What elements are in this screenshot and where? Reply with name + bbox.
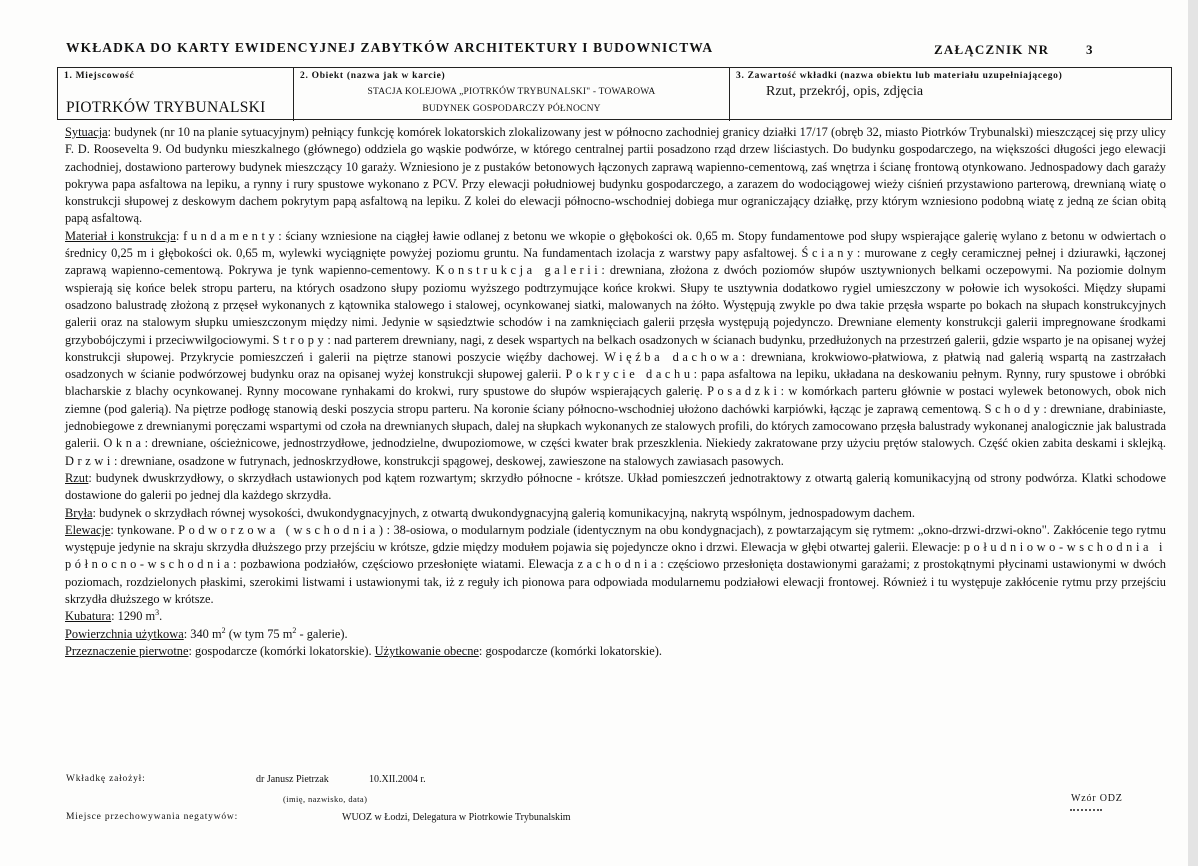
founder-label: Wkładkę założył: (66, 774, 146, 784)
label-zachodnia: zachodnia (577, 557, 661, 572)
founder-date: 10.XII.2004 r. (369, 774, 426, 785)
text-konstrukcja: : drewniana, złożona z dwóch poziomów słupów usztywnionych belkami oczepowymi. Na poziomie dolnym wspierają się końce belek stropu parteru, na których osadzono słupy poziomu wyższego podtrzymujące końce krokwi. Słupy te usztywnia dodatkowo rygiel umieszczony w połowie ich wysokości. Między słupami osadzono balustradę złożoną z przęseł wykonanych z kątownika stalowego i stalowej, ocynkowanej siatki, malowanych na żółto. Występują zwykle po dwa takie przęsła wsparte po bokach na słupach konstrukcyjnych galerii oraz na stalowym słupku umieszczonym między nimi. Jedynie w sąsiedztwie schodów i na zamknięciach galerii przęsła występują pojedynczo. Drewniane elementy konstrukcji galerii impregnowane środkami grzybobójczymi i przeciwwilgociowymi. (65, 263, 1166, 347)
sup-kubatura: 3 (155, 608, 160, 618)
object-value (294, 84, 729, 118)
text-kubatura: : 1290 m (111, 609, 156, 624)
form-code-mark (1070, 809, 1102, 812)
heading-uzytkowanie: Użytkowanie obecne (374, 643, 479, 658)
sup-powierzchnia-1: 2 (221, 625, 226, 635)
text-powierzchnia-3: - galerie). (296, 626, 348, 641)
text-elewacje: : tynkowane. (110, 522, 175, 537)
text-uzytkowanie: : gospodarcze (komórki lokatorskie). (478, 643, 662, 658)
object-line-1: STACJA KOLEJOWA „PIOTRKÓW TRYBUNALSKI" - TOWAROWA (367, 87, 656, 97)
object-field (294, 68, 730, 121)
text-powierzchnia-2: (w tym 75 m (225, 626, 293, 641)
text-poludniowo-wschodnia: : pozbawiona podziałów, częściowo przesłonięte wiatami. Elewacja (233, 557, 574, 572)
sup-powierzchnia-2: 2 (292, 625, 297, 635)
scan-edge (1188, 0, 1198, 866)
form-code: Wzór ODZ (1071, 793, 1123, 804)
label-okna: Okna (103, 436, 145, 451)
label-pokrycie: Pokrycie dachu (565, 367, 694, 382)
negatives-label: Miejsce przechowywania negatywów: (66, 812, 239, 822)
text-sciany: : murowane z cegły ceramicznej pełnej i dziurawki, łączonej zaprawą wapienno-cementową. Pokrywa je tynk wapienno-cementowy. (65, 246, 1167, 278)
text-drzwi: : drewniane, osadzone w futrynach, jednoskrzydłowe, konstrukcji spągowej, deskowej, zawieszone na stalowych zawiasach pasowych. (113, 453, 784, 468)
paragraph-kubatura: Kubatura: 1290 $m^3$. (65, 608, 163, 624)
heading-przeznaczenie: Przeznaczenie pierwotne (65, 643, 189, 658)
object-line-2: BUDYNEK GOSPODARCZY PÓŁNOCNY (422, 104, 601, 114)
heading-elewacje: Elewacje (65, 522, 111, 537)
text-rzut: : budynek dwuskrzydłowy, o skrzydłach ustawionych pod kątem rozwartym; skrzydło północne - krótsze. Układ pomieszczeń jednotraktowy z otwartą galerią komunikacyjną od strony podwórza. Klatki schodowe dostawione do galerii po jednej dla każdego skrzydła. (65, 470, 1166, 503)
text-pokrycie: : papa asfaltowa na lepiku, układana na deskowaniu pełnym. Rynny, rury spustowe i obróbki blacharskie z blachy ocynkowanej. Rynny mocowane rynhakami do krokwi, rury spustowe do słupów wspierających galerię. (65, 367, 1166, 399)
header-fields-table (57, 67, 1172, 120)
text-przeznaczenie: : gospodarcze (komórki lokatorskie). (188, 643, 372, 658)
label-fundamenty: fundamenty (183, 228, 279, 243)
content-value: Rzut, przekrój, opis, zdjęcia (766, 84, 924, 99)
place-label: 1. Miejscowość (64, 71, 135, 81)
text-powierzchnia-1: : 340 m (183, 626, 222, 641)
text-stropy: : nad parterem drewniany, nagi, z desek wspartych na belkach osadzonych w ścianach budynku, przedłużonych na przestrzeń galerii, gdzie wsparto je na opisanej wyżej konstrukcji słupowej. Przykrycie pomieszczeń i galerii na piętrze stanowi poszycie więźby dachowej. (65, 332, 1166, 364)
label-sciany: Ściany (801, 246, 857, 261)
annex-label: ZAŁĄCZNIK NR (934, 42, 1050, 57)
negatives-value: WUOZ w Łodzi, Delegatura w Piotrkowie Trybunalskim (342, 812, 571, 823)
heading-powierzchnia: Powierzchnia użytkowa (65, 626, 184, 641)
label-poludniowo-wschodnia: południowo-wschodnia i północno-wschodnia (65, 540, 1166, 572)
paragraph-bryla (65, 505, 1166, 522)
annex-number: 3 (1086, 42, 1093, 57)
heading-rzut: Rzut (65, 470, 89, 485)
text-schody: : drewniane, drabiniaste, jednobiegowe z drewnianymi poręczami wspartymi od czoła na drewnianych słupach, dalej na słupkach wykonanych ze stalowych profili, do których zamocowano przęsła balustrady wykonanej analogicznie jak balustrada galerii. (65, 401, 1166, 451)
place-value: PIOTRKÓW TRYBUNALSKI (66, 99, 266, 116)
label-wiezba: Więźba dachowa (604, 349, 742, 364)
heading-material: Materiał i konstrukcja (65, 228, 176, 243)
text-bryla: : budynek o skrzydłach równej wysokości, dwukondygnacyjnych, z otwartą dwukondygnacyjną galerią komunikacyjną, nakrytą wspólnym, jednospadowym dachem. (92, 505, 915, 520)
content-field (730, 68, 1171, 121)
text-sytuacja: : budynek (nr 10 na planie sytuacyjnym) pełniący funkcję komórek lokatorskich zlokalizowany jest w północno zachodniej granicy działki 17/17 (obręb 32, miasto Piotrków Trybunalski) mieszczącej się przy ulicy F. D. Roosevelta 9. Od budynku mieszkalnego (głównego) oddziela go wąskie podwórze, w którego centralnej partii posadzono rząd drzew liściastych. Do budynku gospodarczego, na większości długości jego elewacji zachodniej, dostawiono parterowy budynek mieszczący 10 garaży. Wzniesiono je z pustaków betonowych łączonych zaprawą wapienno-cementową, zaś wnętrza i ścianę frontową otynkowano. Jednospadowy dach garaży pokrywa papa asfaltowa na lepiku, a rynny i rury spustowe wykonano z PCV. Przy elewacji południowej budynku gospodarczego, a zarazem do wodociągowej wieży ciśnień przystawiono parterową, drewnianą wiatę o konstrukcji słupowej z deskowym dachem pokrytym papą asfaltową na lepiku. Z kolei do elewacji północno-wschodniej dobiega mur ograniczający działkę, przy którym wzniesiono podobną wiatę z jedną ze ścian obitą papą asfaltową. (65, 125, 1166, 226)
heading-kubatura: Kubatura (65, 609, 112, 624)
text-podworzowa: : 38-osiowa, o modularnym podziale (identycznym na obu kondygnacjach), z powtarzającym się rytmem: „okno-drzwi-drzwi-okno". Zakłócenie tego rytmu występuje jedynie na skraju skrzydła dłuższego przy przejściu w krótsze, gdzie między modułem pojawia się pojedyncze okno i drzwi. Elewacja w głębi otwartej galerii. Elewacje: (65, 522, 1166, 555)
heading-sytuacja: Sytuacja (65, 125, 108, 139)
label-posadzki: Posadzki (707, 384, 781, 399)
founder-hint: (imię, nazwisko, data) (283, 794, 368, 804)
paragraph-sytuacja (65, 124, 1166, 228)
paragraph-powierzchnia (65, 626, 1166, 643)
founder-name: dr Janusz Pietrzak (256, 774, 329, 785)
place-field (58, 68, 294, 121)
text-fundamenty: : ściany wzniesione na ciągłej ławie odlanej z betonu we wkopie o głębokości ok. 0,65 m. Stopy fundamentowe pod słupy wspierające galerię wylano z betonu w odwiertach o średnicy 0,25 m i głębokości ok. 0,65 m, wylewki wyciągnięte powyżej poziomu gruntu. Na fundamentach izolacja z warstwy papy asfaltowej. (65, 228, 1166, 261)
paragraph-rzut (65, 470, 1166, 505)
object-label: 2. Obiekt (nazwa jak w karcie) (300, 71, 446, 81)
text-posadzki: : w komórkach parteru głównie w postaci wylewek betonowych, obok nich ziemne (pod galerią). Na piętrze podłogę stanowią deski poszycia stropu parteru. Na koronie ściany północno-wschodniej ułożono dachówki karpiówki, łącząc je zaprawą cementową. (65, 384, 1166, 416)
label-konstrukcja: Konstrukcja galerii (435, 263, 602, 278)
label-drzwi: Drzwi (65, 453, 114, 468)
heading-bryla: Bryła (65, 505, 93, 520)
label-stropy: Stropy (272, 332, 328, 347)
label-schody: Schody (984, 401, 1044, 416)
document-title: WKŁADKA DO KARTY EWIDENCYJNEJ ZABYTKÓW ARCHITEKTURY I BUDOWNICTWA (66, 40, 714, 55)
text-okna: : drewniane, ościeżnicowe, jednostrzydłowe, jednodzielne, dwupoziomowe, w części kwater brak przeszklenia. Niekiedy zakratowane przy użyciu prętów stalowych. Część okien zabita deskami i sklejką. (144, 436, 1166, 451)
paragraph-elewacje (65, 522, 1166, 608)
text-zachodnia: : częściowo przesłonięta dostawionymi garażami; z prostokątnymi płycinami ustawionymi w dwóch poziomach, rozdzielonych płaskimi, szerokimi listwami i ustawionymi tak, iż z reguły ich pionowa para odpowiada modularnemu podziałowi elewacji frontowej. Również i tu występuje zakłócenie rytmu przy przejściu skrzydła dłuższego w krótsze. (65, 557, 1166, 607)
label-podworzowa: Podworzowa (wschodnia) (178, 522, 387, 537)
paragraph-material: Materiał i konstrukcja: fundamenty: ściany wzniesione na ciągłej ławie odlanej z betonu we wkopie o głębokości ok. 0,65 m. Stopy fundamentowe pod słupy wspierające galerię wylano z betonu w odwiertach o średnicy 0,25 m i głębokości ok. 0,65 m, wylewki wyciągnięte powyżej poziomu gruntu. Na fundamentach izolacja z warstwy papy asfaltowej. Ściany: murowane z cegły ceramicznej pełnej i dziurawki, łączonej zaprawą wapienno-cementową. Pokrywa je tynk wapienno-cementowy. Konstrukcja galerii: drewniana, złożona z dwóch poziomów słupów usztywnionych belkami oczepowymi. Na poziomie dolnym wspierają się końce belek stropu parteru, na których osadzono słupy poziomu wyższego podtrzymujące końce krokwi. Słupy te usztywnia dodatkowo rygiel umieszczony w połowie ich wysokości. Między słupami osadzono balustradę złożoną z przęseł wykonanych z kątownika stalowego i stalowej, ocynkowanej siatki, malowanych na żółto. Występują zwykle po dwa takie przęsła wsparte po bokach na słupach konstrukcyjnych galerii oraz na stalowym słupku umieszczonym między nimi. Jedynie w sąsiedztwie schodów i na zamknięciach galerii przęsła występują pojedynczo. Drewniane elementy konstrukcji galerii impregnowane środkami grzybobójczymi i przeciwwilgociowymi. Stropy: nad parterem drewniany, nagi, z desek wspartych na belkach osadzonych w ścianach budynku, przedłużonych na przestrzeń galerii, gdzie wsparto je na opisanej wyżej konstrukcji słupowej. Przykrycie pomieszczeń i galerii na piętrze stanowi poszycie więźby dachowej. Więźba dachowa: drewniana, krokwiowo-płatwiowa, z płatwią nad galerią wspartą na zastrzałach osadzonych w ścianie podwórzowej budynku oraz na opisanej wyżej konstrukcji słupowej galerii. Pokrycie dachu: papa asfaltowa na lepiku, układana na deskowaniu pełnym. Rynny, rury spustowe i obróbki blacharskie z blachy ocynkowanej. Rynny mocowane rynhakami do krokwi, rury spustowe do słupów wspierających galerię. Posadzki: w komórkach parteru głównie w postaci wylewek betonowych, obok nich ziemne (pod galerią). Na piętrze podłogę stanowią deski poszycia stropu parteru. Na koronie ściany północno-wschodniej ułożono dachówki karpiówki, łącząc je zaprawą cementową. Schody: drewniane, drabiniaste, jednobiegowe z drewnianymi poręczami wspartymi od czoła na drewnianych słupach, dalej na słupkach wykonanych ze stalowych profili, do których zamocowano przęsła balustrady wykonanej analogicznie jak balustrada galerii. Okna: drewniane, ościeżnicowe, jednostrzydłowe, jednodzielne, dwupoziomowe, w części kwater brak przeszklenia. Niekiedy zakratowane przy użyciu prętów stalowych. Część okien zabita deskami i sklejką. Drzwi: drewniane, osadzone w futrynach, jednoskrzydłowe, konstrukcji spągowej, deskowej, zawieszone na stalowych zawiasach pasowych. (65, 228, 1167, 468)
text-wiezba: : drewniana, krokwiowo-płatwiowa, z płatwią nad galerią wspartą na zastrzałach osadzonych w ścianie podwórzowej budynku oraz na opisanej wyżej konstrukcji słupowej galerii. (65, 349, 1166, 382)
description-body (65, 124, 1166, 660)
content-label: 3. Zawartość wkładki (nazwa obiektu lub materiału uzupełniającego) (736, 71, 1063, 81)
paragraph-przeznaczenie (65, 643, 1166, 660)
